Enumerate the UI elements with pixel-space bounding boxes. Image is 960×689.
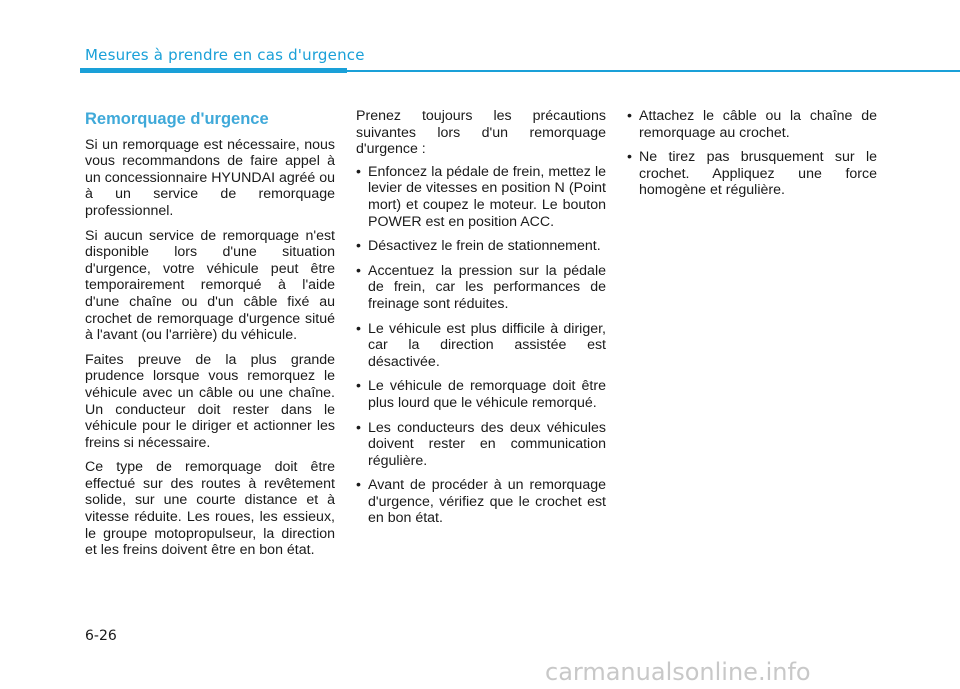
list-item: • Accentuez la pression sur la pédale de frein, car les performances de freinage sont réduites. bbox=[356, 263, 606, 313]
watermark: carmanualsonline.info bbox=[545, 658, 811, 686]
list-item: • Avant de procéder à un remorquage d'urgence, vérifiez que le crochet est en bon état. bbox=[356, 477, 606, 527]
paragraph: Faites preuve de la plus grande prudence lorsque vous remorquez le véhicule avec un câble ou une chaîne. Un conducteur doit rester dans le véhicule pour le diriger et actionner les freins si nécessaire. bbox=[85, 351, 335, 451]
header-accent-bar bbox=[80, 68, 347, 73]
section-header-title: Mesures à prendre en cas d'urgence bbox=[85, 46, 365, 64]
list-item: • Le véhicule est plus difficile à diriger, car la direction assistée est désactivée. bbox=[356, 321, 606, 371]
column-right bbox=[627, 108, 877, 207]
list-item: • Attachez le câble ou la chaîne de remorquage au crochet. bbox=[627, 108, 877, 141]
section-heading: Remorquage d'urgence bbox=[85, 110, 269, 128]
column-left bbox=[85, 108, 335, 567]
precautions-intro: Prenez toujours les précautions suivantes lors d'un remorquage d'urgence : bbox=[356, 108, 606, 158]
list-item: • Désactivez le frein de stationnement. bbox=[356, 238, 606, 255]
paragraph: Si aucun service de remorquage n'est disponible lors d'une situation d'urgence, votre véhicule peut être temporairement remorqué à l'aide d'une chaîne ou d'un câble fixé au crochet de remorquage d'urgence situé à l'avant (ou l'arrière) du véhicule. bbox=[85, 227, 335, 344]
list-item: • Ne tirez pas brusquement sur le crochet. Appliquez une force homogène et régulière. bbox=[627, 149, 877, 199]
list-item: • Le véhicule de remorquage doit être plus lourd que le véhicule remorqué. bbox=[356, 378, 606, 411]
list-item: • Enfoncez la pédale de frein, mettez le levier de vitesses en position N (Point mort) et coupez le moteur. Le bouton POWER est en position ACC. bbox=[356, 164, 606, 230]
list-item: • Les conducteurs des deux véhicules doivent rester en communication régulière. bbox=[356, 420, 606, 470]
header-rule-line bbox=[347, 70, 960, 72]
paragraph: Si un remorquage est nécessaire, nous vous recommandons de faire appel à un concessionnaire HYUNDAI agréé ou à un service de remorquage professionnel. bbox=[85, 136, 335, 219]
precautions-list bbox=[356, 164, 606, 527]
paragraph: Ce type de remorquage doit être effectué sur des routes à revêtement solide, sur une courte distance et à vitesse réduite. Les roues, les essieux, le groupe motopropulseur, la direction et les freins doivent être en bon état. bbox=[85, 459, 335, 559]
page-number: 6-26 bbox=[85, 628, 117, 644]
precautions-list-continued bbox=[627, 108, 877, 199]
column-middle bbox=[356, 108, 606, 535]
